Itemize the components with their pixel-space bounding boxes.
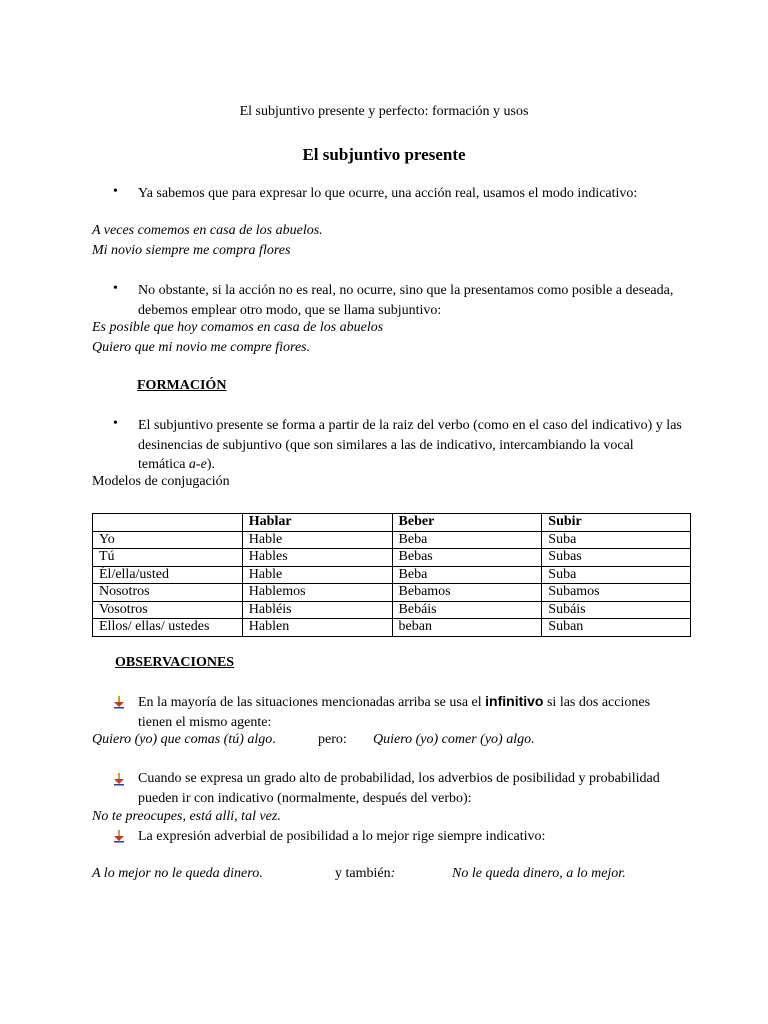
table-cell: Ellos/ ellas/ ustedes: [93, 619, 243, 637]
document-title: El subjuntivo presente y perfecto: formación y usos: [239, 104, 529, 119]
modelos-label: Modelos de conjugación: [92, 474, 230, 489]
table-cell: Vosotros: [93, 601, 243, 619]
example-2a: Es posible que hoy comamos en casa de los abuelos: [92, 320, 384, 335]
table-cell: Hables: [242, 549, 392, 567]
table-row: [93, 619, 691, 637]
table-cell: Hable: [242, 531, 392, 549]
table-cell: Bebáis: [392, 601, 542, 619]
observacion-1-example-a: [92, 732, 276, 748]
bullet-icon: •: [113, 416, 118, 431]
table-cell: Tú: [93, 549, 243, 567]
example-2b: Quiero que mi novio me compre fiores.: [92, 340, 311, 355]
observacion-3: La expresión adverbial de posibilidad a lo mejor rige siempre indicativo:: [138, 829, 546, 844]
bullet-text-3-post: ).: [206, 457, 215, 472]
bullet-text-3-italic: a-e: [188, 457, 207, 472]
observacion-3-example-a: A lo mejor no le queda dinero.: [92, 866, 263, 881]
table-header-cell: Hablar: [242, 514, 392, 532]
table-cell: Suba: [542, 531, 691, 549]
table-cell: beban: [392, 619, 542, 637]
table-cell: Suba: [542, 566, 691, 584]
table-cell: Subáis: [542, 601, 691, 619]
table-cell: Hable: [242, 566, 392, 584]
example-1b: Mi novio siempre me compra flores: [92, 243, 291, 258]
table-cell: Él/ella/usted: [93, 566, 243, 584]
observacion-1: [138, 692, 683, 732]
table-cell: Subamos: [542, 584, 691, 602]
observacion-1-example-a-dot: .: [272, 732, 276, 747]
observacion-1-pero: pero:: [318, 732, 347, 747]
arrow-bullet-icon: [113, 772, 125, 786]
bullet-text-1: Ya sabemos que para expresar lo que ocurre, una acción real, usamos el modo indicativo:: [138, 186, 638, 201]
bullet-text-2: No obstante, si la acción no es real, no ocurre, sino que la presentamos como posible a deseada, debemos emplear otro modo, que se llama subjuntivo:: [138, 283, 674, 318]
table-row: [93, 549, 691, 567]
arrow-bullet-icon: [113, 695, 125, 709]
table-row: [93, 531, 691, 549]
table-cell: Beba: [392, 531, 542, 549]
table-cell: Habléis: [242, 601, 392, 619]
observacion-2-example: No te preocupes, está alli, tal vez.: [92, 809, 281, 824]
table-cell: Yo: [93, 531, 243, 549]
observaciones-heading: OBSERVACIONES: [115, 655, 235, 670]
observacion-3-tambien-colon: :: [390, 866, 396, 881]
observacion-2: Cuando se expresa un grado alto de probabilidad, los adverbios de posibilidad y probabilidad pueden ir con indicativo (normalmente, después del verbo):: [138, 771, 660, 806]
observacion-3-tambien: [335, 866, 395, 882]
table-cell: Subas: [542, 549, 691, 567]
table-cell: Nosotros: [93, 584, 243, 602]
formacion-heading: FORMACIÓN: [137, 378, 227, 393]
table-row: [93, 584, 691, 602]
table-row: [93, 601, 691, 619]
conjugation-table: [92, 513, 691, 637]
observacion-3-example-b: No le queda dinero, a lo mejor.: [452, 866, 626, 881]
table-cell: Suban: [542, 619, 691, 637]
table-cell: Hablen: [242, 619, 392, 637]
table-header-row: [93, 514, 691, 532]
example-1a: A veces comemos en casa de los abuelos.: [92, 223, 323, 238]
observacion-1-post: si las dos acciones tienen el mismo agente:: [138, 695, 651, 730]
observacion-1-example-b: Quiero (yo) comer (yo) algo.: [373, 732, 535, 747]
bullet-text-3-pre: El subjuntivo presente se forma a partir de la raiz del verbo (como en el caso del indicativo) y las desinencias de subjuntivo (que son similares a las de indicativo, intercambiando la vocal temática: [138, 418, 682, 472]
arrow-bullet-icon: [113, 829, 125, 843]
section-title: El subjuntivo presente: [302, 145, 466, 164]
table-cell: Bebas: [392, 549, 542, 567]
table-row: [93, 566, 691, 584]
observacion-1-example-a-text: Quiero (yo) que comas (tú) algo: [92, 732, 273, 747]
bullet-text-3: [138, 416, 683, 475]
observacion-1-bold: infinitivo: [485, 693, 544, 709]
table-header-cell: Beber: [392, 514, 542, 532]
observacion-1-pre: En la mayoría de las situaciones mencionadas arriba se usa el: [138, 695, 486, 710]
table-cell: Beba: [392, 566, 542, 584]
table-cell: Bebamos: [392, 584, 542, 602]
bullet-icon: •: [113, 184, 118, 199]
table-header-cell: [93, 514, 243, 532]
table-header-cell: Subir: [542, 514, 691, 532]
bullet-icon: •: [113, 281, 118, 296]
observacion-3-tambien-text: y también: [335, 866, 391, 881]
table-cell: Hablemos: [242, 584, 392, 602]
